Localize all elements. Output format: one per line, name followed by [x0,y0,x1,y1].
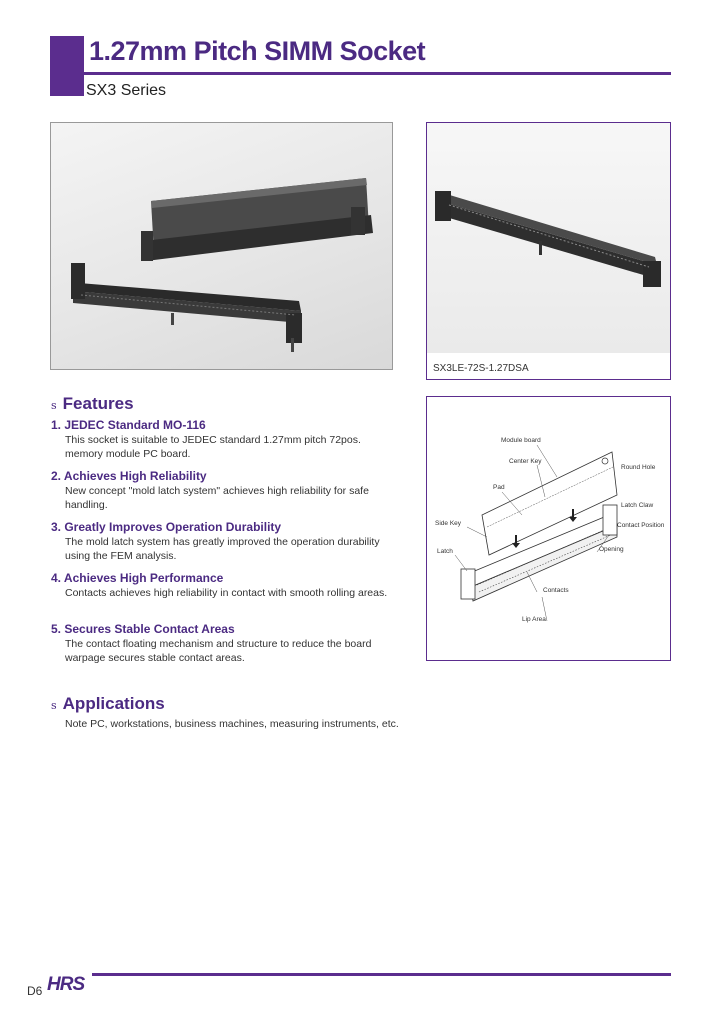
diagram-label-round-hole: Round Hole [621,464,656,471]
product-photo-illustration [51,123,393,370]
feature-item [51,571,401,600]
features-title: Features [62,394,134,413]
footer-rule [92,973,671,976]
features-heading [51,394,134,414]
diagram-label-module-board: Module board [501,437,541,444]
applications-bullet: s [51,699,57,712]
photo-caption: SX3LE-72S-1.27DSA [433,363,529,374]
diagram-label-opening: Opening [599,546,624,553]
diagram-label-pad: Pad [493,484,505,491]
feature-item [51,469,401,512]
feature-body: Contacts achieves high reliability in contact with smooth rolling areas. [65,587,388,599]
feature-item [51,520,401,563]
feature-body: The mold latch system has greatly improved the operation durability using the FEM analysis. [65,536,380,562]
feature-item [51,622,401,665]
feature-title: 1. JEDEC Standard MO-116 [51,418,206,432]
feature-item [51,418,401,461]
feature-title: 5. Secures Stable Contact Areas [51,622,235,636]
series-subtitle: SX3 Series [86,82,167,99]
applications-title: Applications [62,694,165,713]
page-title: 1.27mm Pitch SIMM Socket [89,36,426,66]
feature-title: 4. Achieves High Performance [51,571,224,585]
title-rule [84,72,671,75]
diagram-label-side-key: Side Key [435,520,462,527]
product-photo-main [50,122,393,370]
feature-body: New concept "mold latch system" achieves high reliability for safe handling. [65,485,369,511]
feature-body: This socket is suitable to JEDEC standard 1.27mm pitch 72pos. memory module PC board. [65,434,361,460]
product-photo-side-image [427,123,670,353]
diagram-label-latch: Latch [437,548,453,555]
hrs-logo: HRS [47,974,85,995]
feature-title: 2. Achieves High Reliability [51,469,207,483]
diagram-label-center-key: Center Key [509,458,542,465]
socket-side-illustration [427,123,670,353]
diagram-label-contacts: Contacts [543,587,569,594]
diagram-label-contact-position: Contact Position [617,522,665,529]
title-accent-block [50,36,84,96]
page-number: D6 [27,984,43,998]
diagram-label-latch-claw: Latch Claw [621,502,654,509]
socket-diagram [426,396,671,661]
applications-heading [51,694,165,714]
diagram-label-lip-area: Lip Area [522,616,546,623]
product-photo-side [426,122,671,380]
applications-body: Note PC, workstations, business machines, measuring instruments, etc. [65,718,399,730]
feature-body: The contact floating mechanism and structure to reduce the board warpage secures stable contact areas. [65,638,372,664]
feature-title: 3. Greatly Improves Operation Durability [51,520,282,534]
features-bullet: s [51,399,57,412]
socket-diagram-drawing [427,397,671,661]
